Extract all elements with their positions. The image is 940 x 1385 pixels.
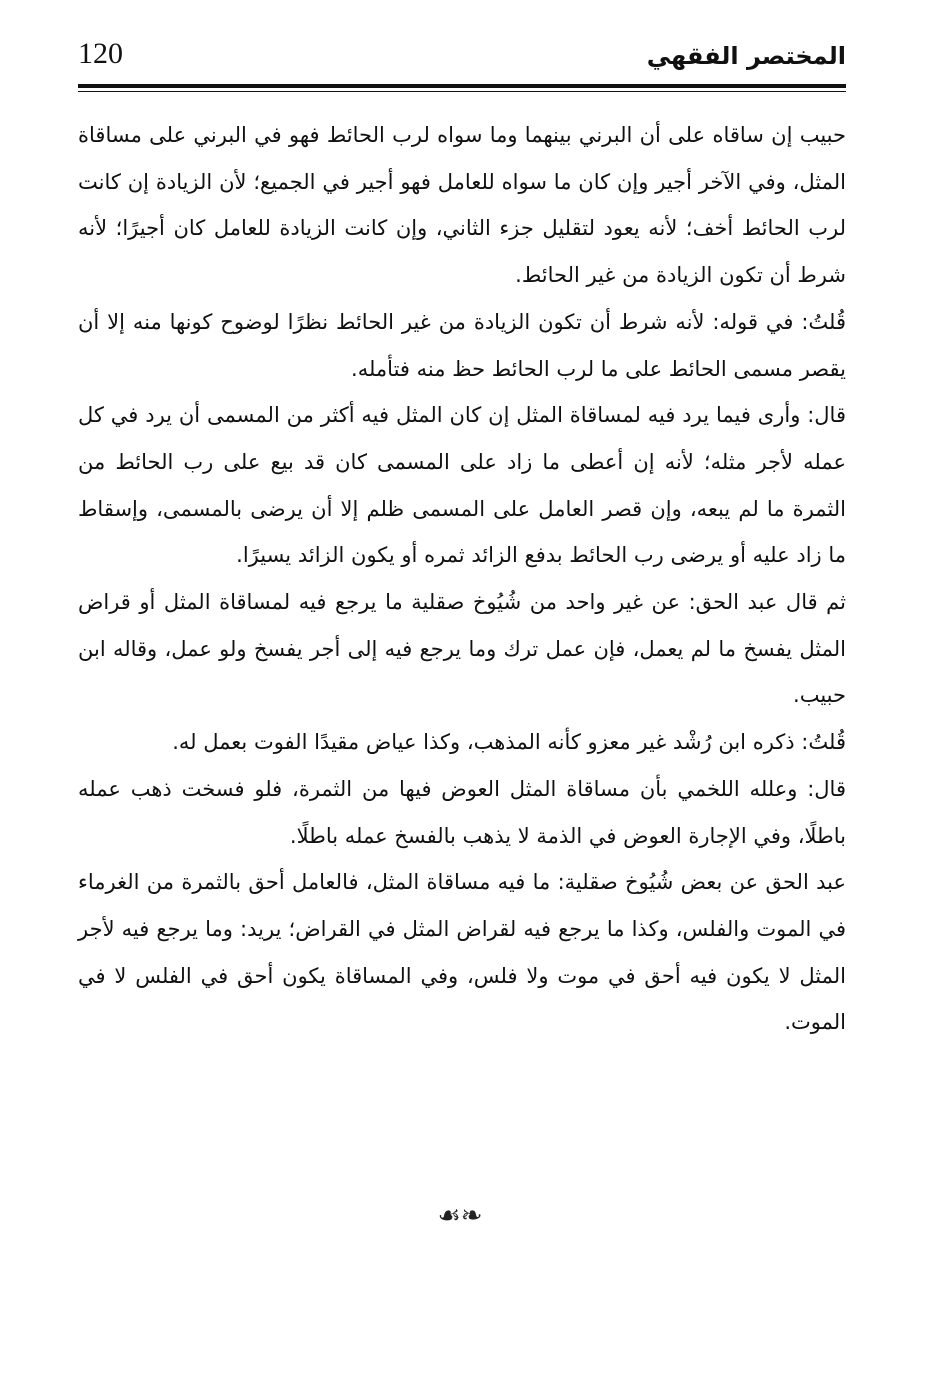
- paragraph: حبيب إن ساقاه على أن البرني بينهما وما سواه لرب الحائط فهو في البرني على مساقاة المثل، وفي الآخر أجير وإن كان ما سواه للعامل فهو أجير في الجميع؛ لأن الزيادة إن كانت لرب الحائط أخف؛ لأنه يعود لتقليل جزء الثاني، وإن كانت الزيادة للعامل كان أجيرًا؛ لأنه شرط أن تكون الزيادة من غير الحائط.: [78, 123, 846, 288]
- paragraph: عبد الحق عن بعض شُيُوخ صقلية: ما فيه مساقاة المثل، فالعامل أحق بالثمرة من الغرماء في الموت والفلس، وكذا ما يرجع فيه لقراض المثل في القراض؛ يريد: وما يرجع فيه لأجر المثل لا يكون فيه أحق في موت ولا فلس، وفي المساقاة يكون أحق في الفلس لا في الموت.: [78, 870, 846, 1035]
- header-rule-thin: [78, 91, 846, 92]
- page-header: [78, 34, 846, 84]
- end-ornament-icon: ☙❧: [437, 1201, 483, 1231]
- paragraph: ثم قال عبد الحق: عن غير واحد من شُيُوخ صقلية ما يرجع فيه لمساقاة المثل أو قراض المثل يفسخ ما لم يعمل، فإن عمل ترك وما يرجع فيه إلى أجر يفسخ ولو عمل، وقاله ابن حبيب.: [78, 590, 846, 708]
- paragraph: قال: وأرى فيما يرد فيه لمساقاة المثل إن كان المثل فيه أكثر من المسمى أن يرد في كل عمله لأجر مثله؛ لأنه إن أعطى ما زاد على المسمى كان قد بيع على رب الحائط من الثمرة ما لم يبعه، وإن قصر العامل على المسمى ظلم إلا أن يرضى بالمسمى، وإسقاط ما زاد عليه أو يرضى رب الحائط بدفع الزائد ثمره أو يكون الزائد يسيرًا.: [78, 403, 846, 568]
- paragraph: قُلتُ: ذكره ابن رُشْد غير معزو كأنه المذهب، وكذا عياض مقيدًا الفوت بعمل له.: [172, 730, 846, 755]
- paragraph: قال: وعلله اللخمي بأن مساقاة المثل العوض فيها من الثمرة، فلو فسخت ذهب عمله باطلًا، وفي الإجارة العوض في الذمة لا يذهب بالفسخ عمله باطلًا.: [78, 776, 846, 848]
- body-text: [78, 112, 846, 1046]
- header-rule-thick: [78, 84, 846, 88]
- running-title: المختصر الفقهي: [646, 42, 846, 70]
- paragraph: قُلتُ: في قوله: لأنه شرط أن تكون الزيادة من غير الحائط نظرًا لوضوح كونها منه إلا أن يقصر مسمى الحائط على ما لرب الحائط حظ منه فتأمله.: [78, 309, 846, 381]
- page-number: 120: [78, 37, 123, 70]
